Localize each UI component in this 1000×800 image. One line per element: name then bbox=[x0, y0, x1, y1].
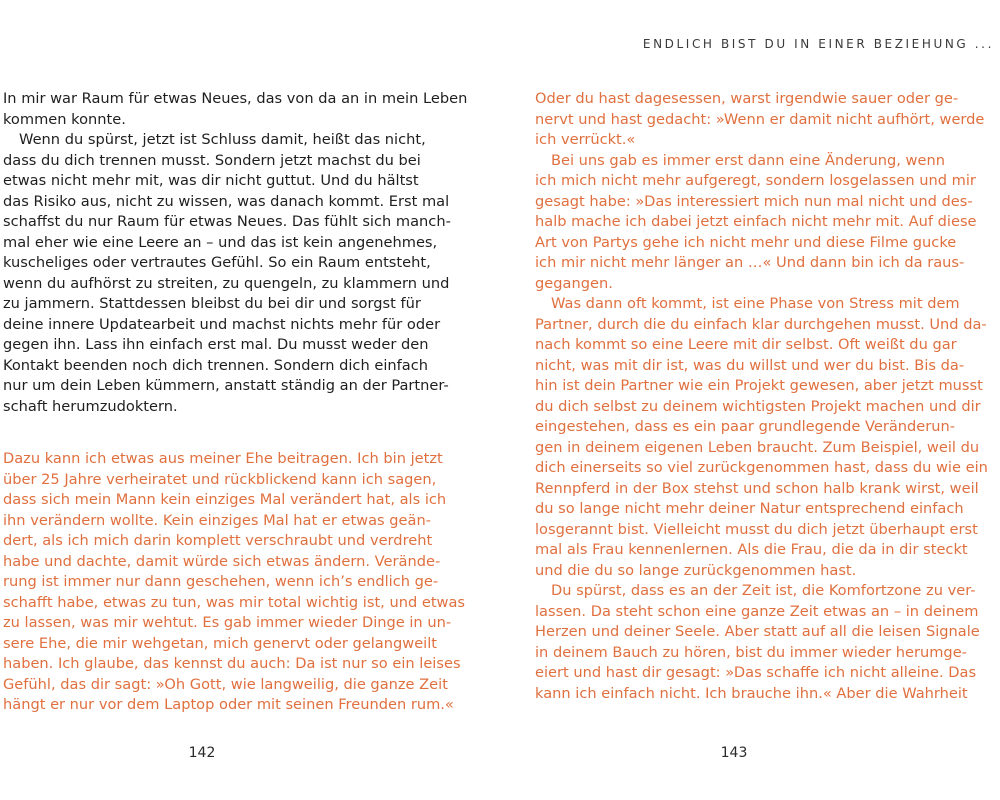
text-line: schafft habe, etwas zu tun, was mir total wichtig ist, und etwas bbox=[3, 593, 466, 611]
text-line: hin ist dein Partner wie ein Projekt gewesen, aber jetzt musst bbox=[535, 377, 983, 394]
text-line: In mir war Raum für etwas Neues, das von da an in mein Leben bbox=[3, 90, 468, 107]
text-line: eingestehen, dass es ein paar grundlegende Veränderun- bbox=[535, 418, 956, 435]
text-line: ich verrückt.« bbox=[535, 131, 636, 148]
text-line: sere Ehe, die mir wehgetan, mich genervt oder gelangweilt bbox=[3, 634, 438, 652]
page-number-right: 143 bbox=[720, 745, 748, 761]
page-number-left: 142 bbox=[188, 745, 216, 761]
running-header: ENDLICH BIST DU IN EINER BEZIEHUNG ... bbox=[642, 37, 994, 51]
text-line: Art von Partys gehe ich nicht mehr und diese Filme gucke bbox=[535, 233, 957, 251]
text-line: über 25 Jahre verheiratet und rückblickend kann ich sagen, bbox=[3, 470, 437, 488]
text-line: Wenn du spürst, jetzt ist Schluss damit, heißt das nicht, bbox=[19, 131, 426, 148]
text-line: das Risiko aus, nicht zu wissen, was danach kommt. Erst mal bbox=[3, 192, 450, 210]
text-line: nur um dein Leben kümmern, anstatt ständig an der Partner- bbox=[3, 377, 449, 394]
text-line: Dazu kann ich etwas aus meiner Ehe beitragen. Ich bin jetzt bbox=[3, 450, 443, 467]
text-line: habe und dachte, damit würde sich etwas ändern. Verände- bbox=[3, 552, 441, 570]
text-line: gesagt habe: »Das interessiert mich nun mal nicht und des- bbox=[535, 192, 973, 210]
text-line: Kontakt beenden noch dich trennen. Sondern dich einfach bbox=[3, 356, 428, 374]
text-line: Gefühl, das dir sagt: »Oh Gott, wie langweilig, die ganze Zeit bbox=[3, 675, 448, 693]
text-line: gegen ihn. Lass ihn einfach erst mal. Du musst weder den bbox=[3, 336, 429, 353]
text-line: schaffst du nur Raum für etwas Neues. Das fühlt sich manch- bbox=[3, 213, 451, 230]
text-line: kommen konnte. bbox=[3, 110, 126, 128]
text-line: zu lassen, was mir wehtut. Es gab immer wieder Dinge in un- bbox=[3, 614, 452, 631]
text-line: lassen. Da steht schon eine ganze Zeit etwas an – in deinem bbox=[535, 602, 979, 620]
text-line: du dich selbst zu deinem wichtigsten Projekt machen und dir bbox=[535, 397, 981, 415]
text-line: ich mich nicht mehr aufgeregt, sondern losgelassen und mir bbox=[535, 172, 976, 189]
text-line: zu jammern. Stattdessen bleibst du bei dir und sorgst für bbox=[3, 295, 421, 312]
text-line: dich einerseits so viel zurückgenommen hast, dass du wie ein bbox=[535, 459, 988, 476]
text-line: in deinem Bauch zu hören, bist du immer wieder herumge- bbox=[535, 643, 967, 661]
text-line: haben. Ich glaube, das kennst du auch: Da ist nur so ein leises bbox=[3, 655, 461, 672]
text-line: gegangen. bbox=[535, 274, 613, 292]
text-line: wenn du aufhörst zu streiten, zu quengeln, zu klammern und bbox=[3, 274, 450, 292]
text-line: halb mache ich dabei jetzt einfach nicht mehr mit. Auf diese bbox=[535, 213, 977, 230]
text-line: etwas nicht mehr mit, was dir nicht guttut. Und du hältst bbox=[3, 172, 419, 189]
text-line: du so lange nicht mehr deiner Natur entsprechend einfach bbox=[535, 500, 964, 517]
text-line: Partner, durch die du einfach klar durchgehen musst. Und da- bbox=[535, 315, 987, 333]
text-line: hängt er nur vor dem Laptop oder mit seinen Freunden rum.« bbox=[3, 696, 454, 713]
text-line: Du spürst, dass es an der Zeit ist, die Komfortzone zu ver- bbox=[551, 582, 976, 599]
text-line: und die du so lange zurückgenommen hast. bbox=[535, 561, 857, 579]
right-page-text bbox=[535, 89, 988, 704]
text-line: mal eher wie eine Leere an – und das ist kein angenehmes, bbox=[3, 233, 438, 251]
text-line: losgerannt bist. Vielleicht musst du dich jetzt überhaupt erst bbox=[535, 520, 978, 538]
text-line: Rennpferd in der Box stehst und schon halb krank wirst, weil bbox=[535, 479, 979, 497]
text-line: Herzen und deiner Seele. Aber statt auf all die leisen Signale bbox=[535, 623, 980, 640]
text-line: nervt und hast gedacht: »Wenn er damit nicht aufhört, werde bbox=[535, 110, 985, 128]
section-gap bbox=[3, 417, 401, 449]
text-line: dass sich mein Mann kein einziges Mal verändert hat, als ich bbox=[3, 491, 447, 508]
text-line: schaft herumzudoktern. bbox=[3, 397, 178, 415]
left-page-text bbox=[3, 89, 468, 716]
text-line: nicht, was mit dir ist, was du willst und wer du bist. Bis da- bbox=[535, 356, 965, 374]
text-line: dass du dich trennen musst. Sondern jetzt machst du bei bbox=[3, 151, 421, 169]
text-line: dert, als ich mich darin komplett verschraubt und verdreht bbox=[3, 532, 433, 549]
text-line: ihn verändern wollte. Kein einziges Mal hat er etwas geän- bbox=[3, 511, 431, 529]
text-line: mal als Frau kennenlernen. Als die Frau, die da in dir steckt bbox=[535, 541, 968, 558]
text-line: Bei uns gab es immer erst dann eine Änderung, wenn bbox=[551, 151, 945, 169]
text-line: eiert und hast dir gesagt: »Das schaffe ich nicht alleine. Das bbox=[535, 664, 977, 681]
text-line: rung ist immer nur dann geschehen, wenn ich’s endlich ge- bbox=[3, 573, 439, 590]
text-line: kuscheliges oder vertrautes Gefühl. So ein Raum entsteht, bbox=[3, 254, 431, 271]
text-line: gen in deinem eigenen Leben braucht. Zum Beispiel, weil du bbox=[535, 438, 980, 456]
text-line: Was dann oft kommt, ist eine Phase von Stress mit dem bbox=[551, 295, 960, 312]
text-line: Oder du hast dagesessen, warst irgendwie sauer oder ge- bbox=[535, 90, 959, 107]
text-line: deine innere Updatearbeit und machst nichts mehr für oder bbox=[3, 315, 441, 333]
text-line: ich mir nicht mehr länger an …« Und dann bin ich da raus- bbox=[535, 254, 965, 271]
text-line: kann ich einfach nicht. Ich brauche ihn.« Aber die Wahrheit bbox=[535, 684, 968, 702]
text-line: nach kommt so eine Leere mit dir selbst. Oft weißt du gar bbox=[535, 336, 957, 353]
